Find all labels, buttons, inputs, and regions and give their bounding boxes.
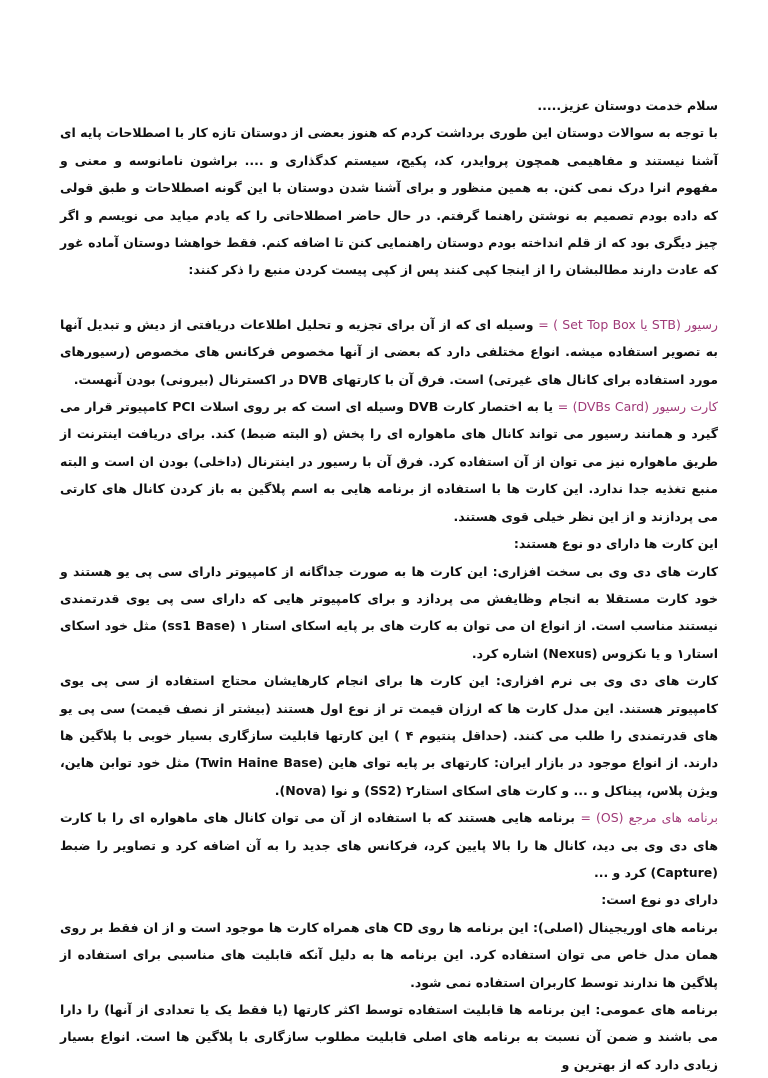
software-cards-paragraph: کارت های دی وی بی نرم افزاری: این کارت ها برای انجام کارهایشان محتاج استفاده از سی پی یوی کامپیوتر هستند. این مدل کارت ها که ارزان قیمت تر از نوع اول هستند (بیشتر از نصف قیمت) سی پی یو های قدرتمندی را طلب می کنند. (حداقل پنتیوم ۴ ) این کارتها قابلیت سازگاری بسیار خوبی با پلاگین ها دارند. از انواع موجود در بازار ایران: کارتهای بر پایه توای هاین (Twin Haine Base) مثل خود توابن هاین، ویژن پلاس، پیناکل و ... و کارت های اسکای استار۲ (SS2) و نوا (Nova). xyxy=(60,673,718,798)
card-types-intro: این کارت ها دارای دو نوع هستند: xyxy=(513,536,718,552)
receiver-definition xyxy=(60,311,718,393)
paragraph-spacer xyxy=(60,284,718,311)
receiver-text: وسیله ای که از آن برای تجزیه و تحلیل اطلاعات دریافتی از دیش و تبدیل آنها به تصویر استفاده میشه. انواع مختلفی دارد که بعضی از آنها مخصوص فرکانس های مخصوص (رسیورهای مورد استفاده برای کانال های غیرتی) است. فرق آن با کارتهای DVB در اکسترنال (بیرونی) بودن آنهست. xyxy=(60,316,718,387)
document-page xyxy=(60,92,718,1078)
card-text: یا به اختصار کارت DVB وسیله ای است که بر روی اسلات PCI کامپیوتر قرار می گیرد و همانند رسیور می تواند کانال های ماهواره ای را پخش (و البته ضبط) کند. برای دریافت اینترنت از طریق ماهواره نیز می توان از آن استفاده کرد. فرق آن با رسیور در اینترنال (داخلی) بودن ان است و البته منبع تغذیه جدا ندارد. این کارت ها با استفاده از برنامه هایی به اسم پلاگین به باز کردن کانال های کارتی می پردازند و از این نظر خیلی قوی هستند. xyxy=(60,399,718,524)
receiver-term: رسیور (STB یا Set Top Box ) = xyxy=(538,316,718,332)
programs-definition xyxy=(60,804,718,886)
card-term: کارت رسیور (DVBs Card) = xyxy=(557,399,718,415)
programs-text: برنامه هایی هستند که با استفاده از آن می توان کانال های ماهواره ای را با کارت های دی وی بی دید، کانال ها را بالا پایین کرد، فرکانس های جدید را به آن اضافه کرد و تصاویر را ضبط (Capture) کرد و ... xyxy=(60,810,718,880)
hardware-cards-paragraph: کارت های دی وی بی سخت افزاری: این کارت ها به صورت جداگانه از کامپیوتر دارای سی پی یو هستند و خود کارت مستقلا به انجام وظایفش می پردازد و برای کامپیوتر هایی که دارای سی پی یوی قدرتمندی نیستند مناسب است. از انواع ان می توان به کارت های بر پایه اسکای استار ۱ (ss1 Base) مثل خود اسکای استار۱ و یا نکزوس (Nexus) اشاره کرد. xyxy=(60,563,719,661)
original-programs-paragraph: برنامه های اوریجینال (اصلی): این برنامه ها روی CD های همراه کارت ها موجود است و از ان فقط بر روی همان مدل خاص می توان استفاده کرد. این برنامه ها به دلیل آنکه قابلیت های مناسبی برای استفاده از پلاگین ها ندارند توسط کاربران استفاده نمی شود. xyxy=(60,919,718,990)
general-programs-paragraph: برنامه های عمومی: این برنامه ها قابلیت استفاده توسط اکثر کارتها (یا فقط یک یا تعدادی از آنها) را دارا می باشند و ضمن آن نسبت به برنامه های اصلی قابلیت مطلوب سازگاری با پلاگین ها است. انواع بسیار زیادی دارد که از بهترین و xyxy=(60,1002,718,1072)
programs-term: برنامه های مرجع (OS) = xyxy=(580,810,719,826)
intro-paragraph: با توجه به سوالات دوستان این طوری برداشت کردم که هنوز بعضی از دوستان تازه کار با اصطلاحات پایه ای آشنا نیستند و مفاهیمی همچون پروایدر، کد، پکیج، سیستم کدگذاری و .... براشون نامانوسه و معنی و مفهوم انرا درک نمی کنن. به همین منظور و برای آشنا شدن دوستان با این گونه اصطلاحات و طبق قولی که داده بودم تصمیم به نوشتن راهنما گرفتم. در حال حاضر اصطلاحاتی را که یادم میاید می نویسم و اگر چیز دیگری بود که از قلم انداخته بودم دوستان راهنمایی کنن تا اضافه کنم. فقط خواهشا دوستان آماده غور که عادت دارند مطالبشان را از اینجا کپی کنند پس از کپی پیست کردن منبع را ذکر کنند: xyxy=(60,125,718,278)
program-types-intro: دارای دو نوع است: xyxy=(601,892,718,908)
card-definition xyxy=(60,393,718,530)
greeting-line: سلام خدمت دوستان عزیز..... xyxy=(537,98,718,113)
